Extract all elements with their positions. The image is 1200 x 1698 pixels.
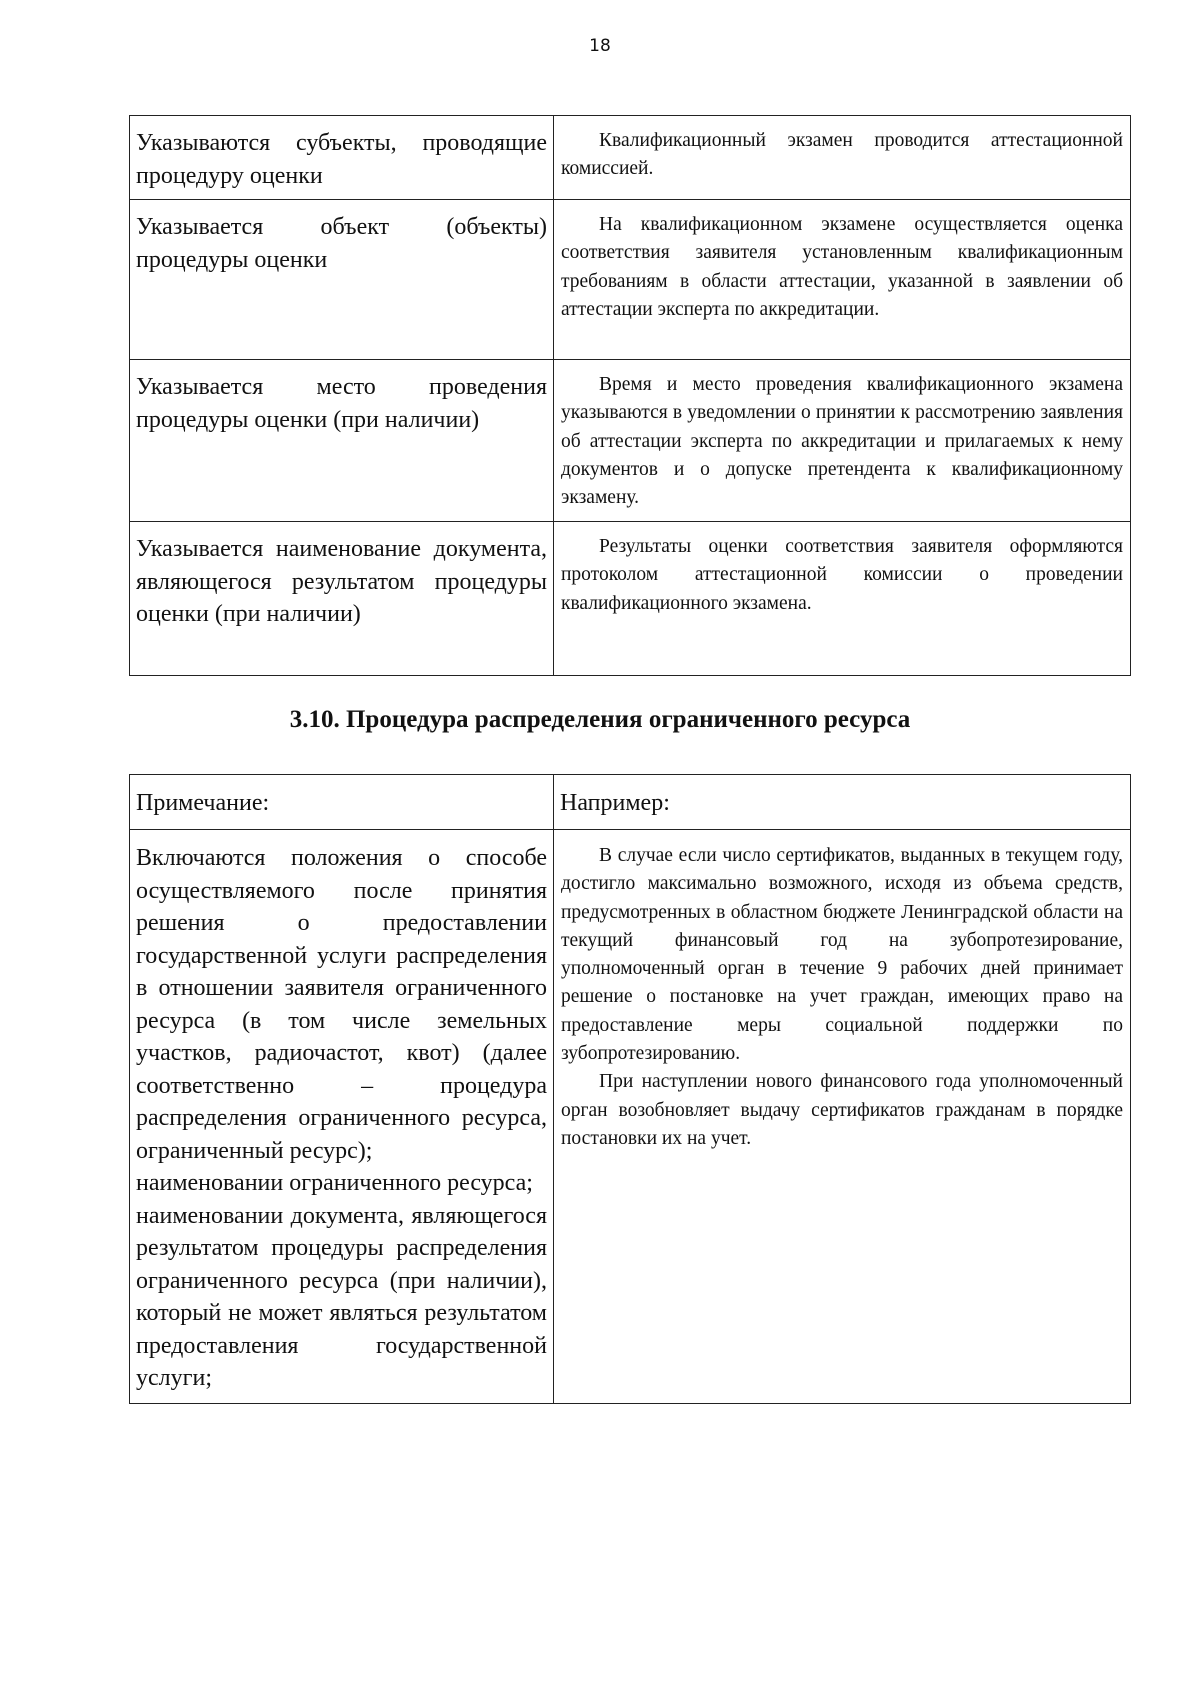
resource-distribution-table [129, 774, 1131, 1404]
note-line: наименовании ограниченного ресурса; [136, 1170, 533, 1196]
table-row [130, 522, 1131, 676]
table-row [130, 200, 1131, 360]
header-note: Примечание: [130, 775, 554, 830]
row-value [554, 200, 1131, 360]
example-paragraph: При наступлении нового финансового года уполномоченный орган возобновляет выдачу сертификатов гражданам в порядке постановки их на учет. [561, 1071, 1123, 1149]
row-label: Указывается объект (объекты) процедуры оценки [130, 200, 554, 360]
row-value-text: Время и место проведения квалификационного экзамена указываются в уведомлении о принятии к рассмотрению заявления об аттестации эксперта по аккредитации и прилагаемых к нему документов и о допуске претендента к квалификационному экзамену. [561, 374, 1123, 509]
table-header-row [130, 775, 1131, 830]
note-line: Включаются положения о способе осуществляемого после принятия решения о предоставлении государственной услуги распределения в отношении заявителя ограниченного ресурса (в том числе земельных участков, радиочастот, квот) (далее соответственно – процедура распределения ограниченного ресурса, ограниченный ресурс); [136, 845, 547, 1164]
example-cell [554, 830, 1131, 1404]
header-example: Например: [554, 775, 1131, 830]
table-row [130, 830, 1131, 1404]
table-row [130, 116, 1131, 200]
assessment-procedure-table [129, 115, 1131, 676]
page-number: 18 [589, 36, 611, 56]
row-value [554, 522, 1131, 676]
note-cell [130, 830, 554, 1404]
row-label: Указывается место проведения процедуры оценки (при наличии) [130, 360, 554, 522]
note-line: наименовании документа, являющегося результатом процедуры распределения ограниченного ресурса (при наличии), который не может являться результатом предоставления государственной услуги; [136, 1202, 547, 1391]
section-title: 3.10. Процедура распределения ограниченного ресурса [289, 706, 911, 733]
row-value [554, 360, 1131, 522]
row-value-text: Результаты оценки соответствия заявителя оформляются протоколом аттестационной комиссии о проведении квалификационного экзамена. [561, 536, 1123, 614]
row-label: Указываются субъекты, проводящие процедуру оценки [130, 116, 554, 200]
row-value [554, 116, 1131, 200]
row-value-text: На квалификационном экзамене осуществляется оценка соответствия заявителя установленным квалификационным требованиям в области аттестации, указанной в заявлении об аттестации эксперта по аккредитации. [561, 214, 1123, 320]
example-paragraph: В случае если число сертификатов, выданных в текущем году, достигло максимально возможного, исходя из объема средств, предусмотренных в областном бюджете Ленинградской области на текущий финансовый год на зубопротезирование, уполномоченный орган в течение 9 рабочих дней принимает решение о постановке на учет граждан, имеющих право на предоставление меры социальной поддержки по зубопротезированию. [561, 845, 1123, 1065]
row-label: Указывается наименование документа, являющегося результатом процедуры оценки (при наличии) [130, 522, 554, 676]
row-value-text: Квалификационный экзамен проводится аттестационной комиссией. [561, 130, 1123, 180]
table-row [130, 360, 1131, 522]
